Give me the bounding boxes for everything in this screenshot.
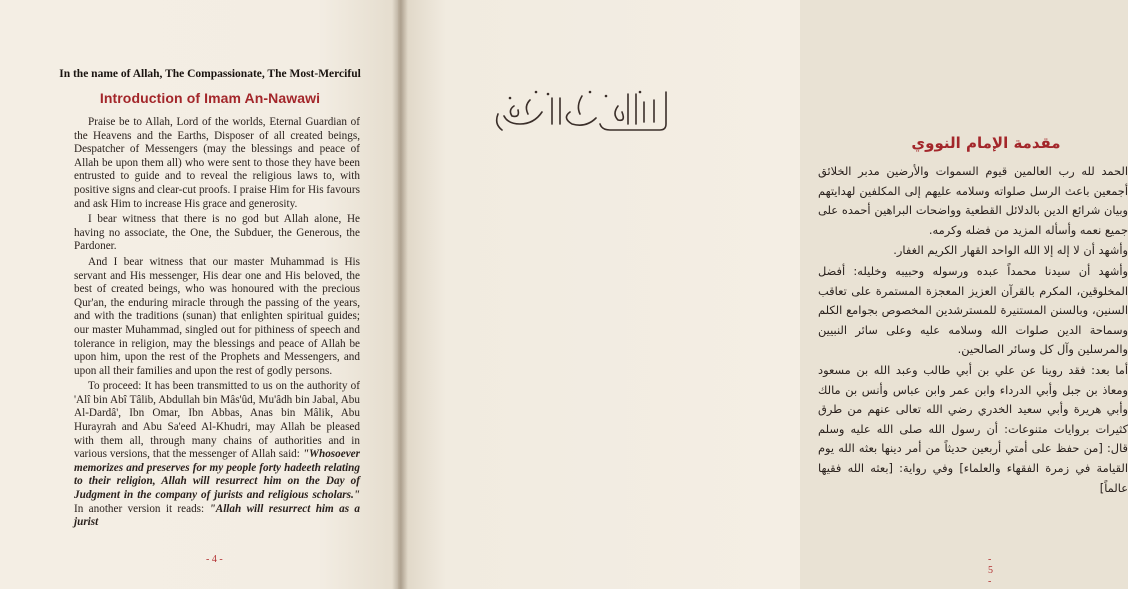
paragraph: وأشهد أن سيدنا محمداً عبده ورسوله وحبيبه وخليله: أفضل المخلوقين، المكرم بالقرآن العزيز المعجزة المستمرة على تعاقب السنين، وبالسنن المستنيرة للمسترشدين المخصوص بجوامع الكلم وسماحة الدين صلوات الله وسلامه عليه وعلى سائر النبيين والمرسلين وآل كل وسائر الصالحين. xyxy=(818,263,1128,357)
paragraph: الحمد لله رب العالمين قيوم السموات والأرضين مدبر الخلائق أجمعين باعث الرسل صلواته وسلامه عليهم إلى المكلفين لهدايتهم وبيان شرائع الدين بالدلائل القطعية وواضحات البراهين أحمده على جميع نعمه وأسأله المزيد من فضله وكرمه. xyxy=(818,164,1128,237)
chapter-title: Introduction of Imam An-Nawawi xyxy=(99,90,321,106)
paragraph: وأشهد أن لا إله إلا الله الواحد القهار الكريم الغفار. xyxy=(893,243,1128,258)
book-gutter-shadow xyxy=(392,0,408,589)
english-text-body xyxy=(74,116,360,532)
page-number: - 4 - xyxy=(206,554,223,565)
arabic-text-body xyxy=(818,162,1128,499)
page-number: - 5 - xyxy=(988,554,993,587)
basmala-calligraphy xyxy=(490,84,674,138)
paragraph-text: To proceed: It has been transmitted to us on the authority of 'Alî bin Abî Tâlib, Abdullah bin Mâs'ûd, Mu'âdh bin Jabal, Abu Al-Dardâ', Ibn Omar, Ibn Abbas, Anas bin Mâlik, Abu Hurayrah and Abu Sa'eed Al-Khudri, may Allah be pleased with them all, through many chains of authorities and in various versions, that the messenger of Allah said: xyxy=(74,380,360,461)
left-page xyxy=(0,0,398,589)
paragraph: أما بعد: فقد روينا عن علي بن أبي طالب وعبد الله بن مسعود ومعاذ بن جبل وأبي الدرداء وابن عمر وابن عباس وأنس بن مالك وأبي هريرة وأبي سعيد الخدري رضي الله تعالى عنهم من طرق كثيرات بروايات متنوعات: أن رسول الله صلى الله عليه وسلم قال: [من حفظ على أمتي أربعين حديثاً من أمر دينها بعثه الله يوم القيامة في زمرة الفقهاء والعلماء] وفي رواية: [بعثه الله فقيها عالماً] xyxy=(818,362,1128,495)
paragraph xyxy=(74,380,360,530)
page-heading: In the name of Allah, The Compassionate, The Most-Merciful xyxy=(59,68,361,80)
paragraph: And I bear witness that our master Muhammad is His servant and His messenger, His dear one and His beloved, the best of created beings, who was honoured with the precious Qur'an, the enduring miracle through the passing of the years, and with the traditions (sunan) that enlighten spiritual guides; our master Muhammad, singled out for pithiness of speech and tolerance in religion, may the blessings and peace of Allah be upon him, upon the rest of the Prophets and Messengers, and upon all their families and upon the rest of godly persons. xyxy=(74,255,360,377)
paragraph-text: In another version it reads: xyxy=(74,502,210,515)
hadith-quote: "Whosoever memorizes and preserves for my people forty hadeeth relating to their religion, Allah will resurrect him on the Day of Judgment in the company of jurists and religious scholars." xyxy=(74,448,360,502)
paragraph: I bear witness that there is no god but Allah alone, He having no associate, the One, the Subduer, the Generous, the Pardoner. xyxy=(74,213,360,253)
chapter-title-arabic: مقدمة الإمام النووي xyxy=(911,134,1061,152)
paragraph: Praise be to Allah, Lord of the worlds, Eternal Guardian of the Heavens and the Earths, Disposer of all created beings, Despatcher of Messengers (may the blessings and peace of Allah be upon them all) who were sent to those they have been entrusted to guide and to reveal the religious laws to, with positive signs and clear-cut proofs. I praise Him for His favours and ask Him to increase His grace and generosity. xyxy=(74,116,360,210)
hadith-quote: "Allah will resurrect him as a jurist xyxy=(74,502,360,529)
